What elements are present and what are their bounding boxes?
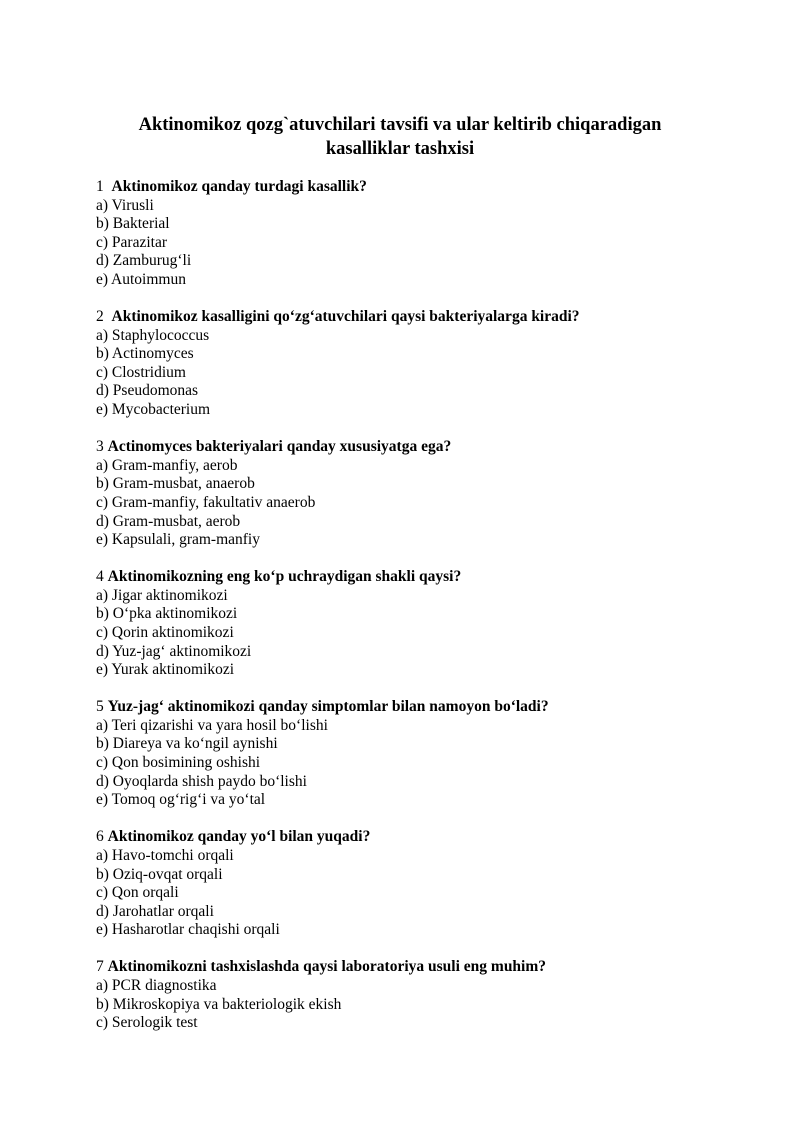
answer-option: c) Qorin aktinomikozi: [96, 623, 234, 641]
question-block: [96, 568, 716, 680]
answer-option: e) Tomoq og‘rig‘i va yo‘tal: [96, 791, 266, 809]
question-number: 3: [96, 438, 104, 456]
question-number: 4: [96, 568, 104, 586]
answer-option: b) O‘pka aktinomikozi: [96, 605, 238, 623]
question-heading: [96, 308, 716, 327]
answer-option: c) Gram-manfiy, fakultativ anaerob: [96, 493, 316, 511]
answer-option: c) Clostridium: [96, 363, 186, 381]
question-heading: [96, 438, 716, 457]
answer-option: b) Bakterial: [96, 215, 170, 233]
question-number: 2: [96, 308, 104, 326]
question-block: [96, 178, 716, 290]
question-heading: [96, 178, 716, 197]
question-heading: [96, 958, 716, 977]
question-heading: [96, 828, 716, 847]
question-text: Yuz-jag‘ aktinomikozi qanday simptomlar bilan namoyon bo‘ladi?: [107, 698, 549, 716]
question-text: Actinomyces bakteriyalari qanday xususiyatga ega?: [107, 438, 452, 456]
answer-option: b) Oziq-ovqat orqali: [96, 865, 223, 883]
answer-option: a) Teri qizarishi va yara hosil bo‘lishi: [96, 716, 328, 734]
question-block: [96, 438, 716, 550]
question-heading: [96, 568, 716, 587]
answer-option: a) Havo-tomchi orqali: [96, 846, 234, 864]
question-block: [96, 958, 716, 1032]
answer-option: d) Oyoqlarda shish paydo bo‘lishi: [96, 772, 307, 790]
answer-option: e) Autoimmun: [96, 270, 186, 288]
answer-option: e) Yurak aktinomikozi: [96, 661, 235, 679]
answer-option: b) Diareya va ko‘ngil aynishi: [96, 735, 278, 753]
question-block: [96, 308, 716, 420]
answer-option: a) Jigar aktinomikozi: [96, 586, 228, 604]
question-text: Aktinomikozning eng ko‘p uchraydigan shakli qaysi?: [107, 568, 462, 586]
answer-option: a) Staphylococcus: [96, 326, 210, 344]
answer-option: a) Gram-manfiy, aerob: [96, 456, 238, 474]
answer-option: c) Qon bosimining oshishi: [96, 754, 261, 772]
title-line-1: Aktinomikoz qozg`atuvchilari tavsifi va ular keltirib chiqaradigan: [138, 115, 662, 135]
answer-option: a) Virusli: [96, 196, 154, 214]
answer-option: c) Parazitar: [96, 233, 167, 251]
question-block: [96, 828, 716, 940]
question-text: Aktinomikozni tashxislashda qaysi laboratoriya usuli eng muhim?: [107, 958, 547, 976]
answer-option: d) Yuz-jag‘ aktinomikozi: [96, 642, 252, 660]
question-list: [96, 178, 716, 1051]
answer-option: d) Zamburug‘li: [96, 252, 192, 270]
question-number: 7: [96, 958, 104, 976]
answer-option: c) Qon orqali: [96, 884, 179, 902]
question-text: Aktinomikoz qanday yo‘l bilan yuqadi?: [107, 828, 371, 846]
answer-option: d) Gram-musbat, aerob: [96, 512, 241, 530]
question-text: Aktinomikoz qanday turdagi kasallik?: [111, 178, 367, 195]
answer-option: d) Jarohatlar orqali: [96, 902, 214, 920]
answer-option: b) Gram-musbat, anaerob: [96, 475, 255, 493]
question-text: Aktinomikoz kasalligini qo‘zg‘atuvchilari qaysi bakteriyalarga kiradi?: [111, 308, 580, 326]
question-number: 5: [96, 698, 104, 716]
answer-option: e) Hasharotlar chaqishi orqali: [96, 921, 280, 939]
answer-option: b) Actinomyces: [96, 345, 194, 363]
answer-option: a) PCR diagnostika: [96, 976, 217, 994]
title-line-2: kasalliklar tashxisi: [325, 139, 475, 159]
answer-option: c) Serologik test: [96, 1014, 198, 1032]
answer-option: e) Kapsulali, gram-manfiy: [96, 531, 260, 549]
question-block: [96, 698, 716, 810]
answer-option: d) Pseudomonas: [96, 382, 199, 400]
question-number: 6: [96, 828, 104, 846]
document-title: [100, 113, 700, 161]
question-heading: [96, 698, 716, 717]
answer-option: e) Mycobacterium: [96, 401, 211, 419]
question-number: 1: [96, 178, 104, 195]
answer-option: b) Mikroskopiya va bakteriologik ekish: [96, 995, 342, 1013]
